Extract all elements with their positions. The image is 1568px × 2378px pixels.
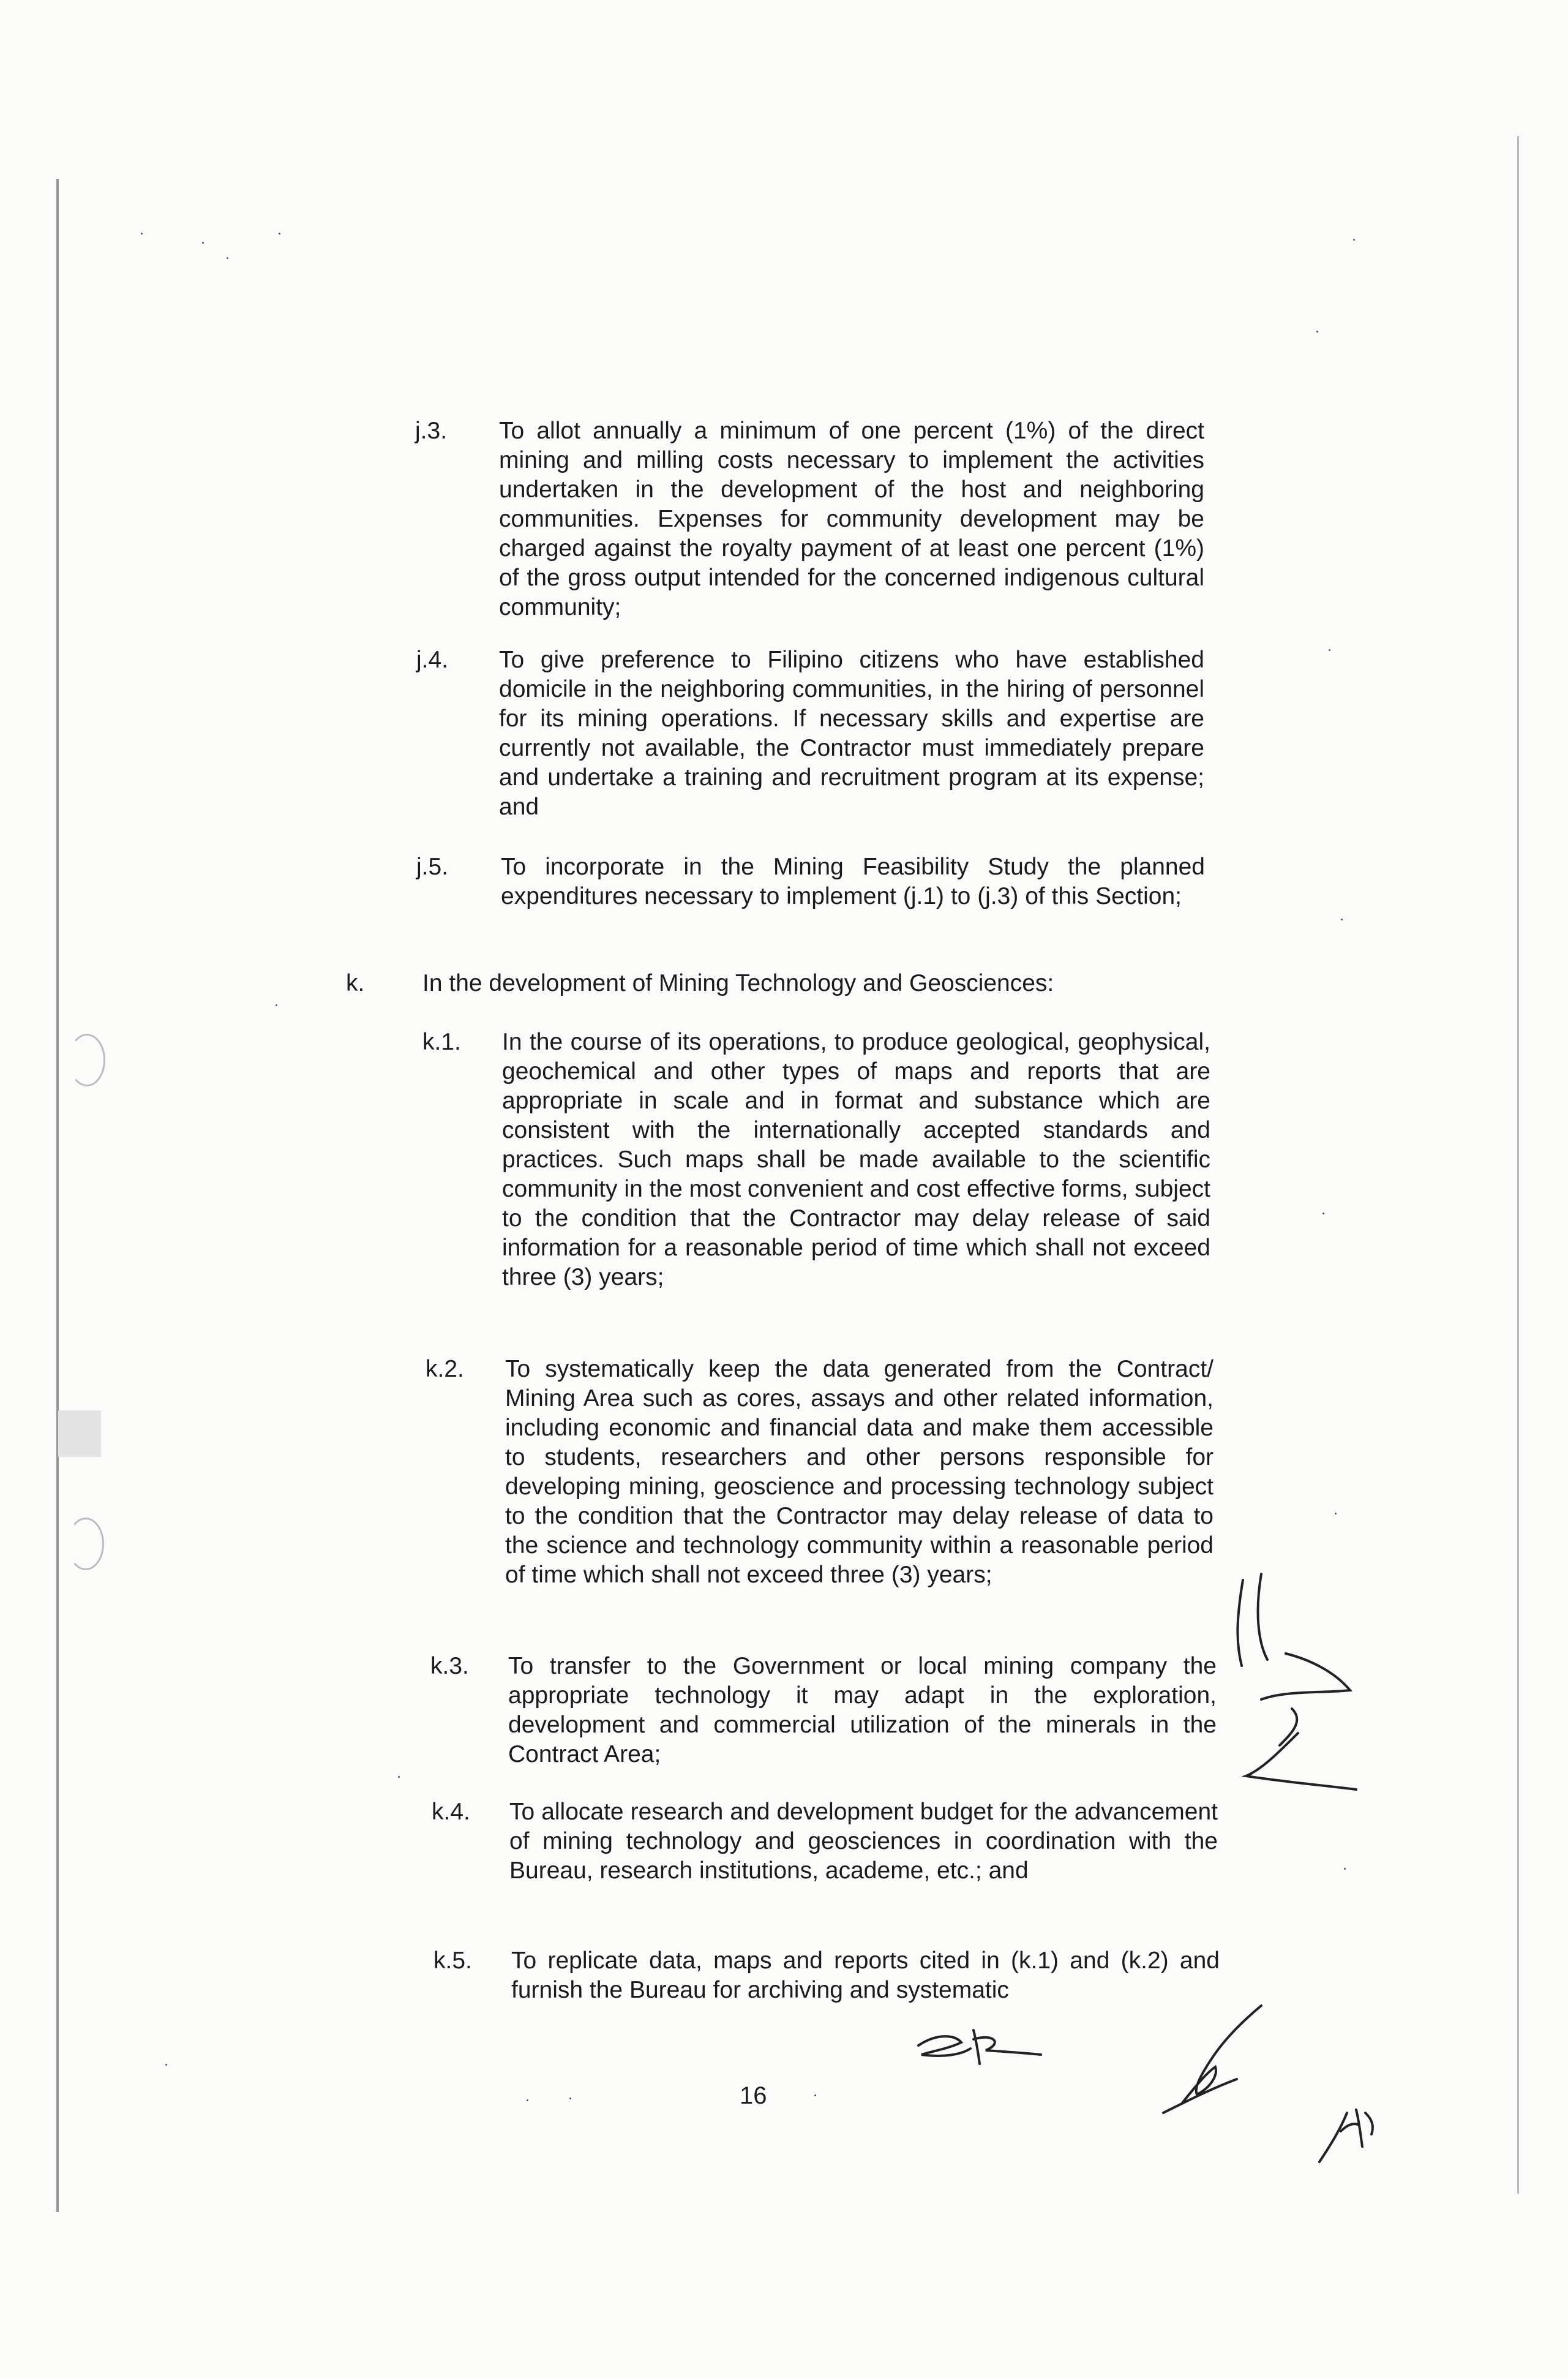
punch-hole-upper [69, 1034, 105, 1086]
section-k5-text: To replicate data, maps and reports cited in (k.1) and (k.2) and furnish the Bureau for archiving and systematic [511, 1947, 1220, 2003]
section-k5-label: k.5. [433, 1947, 472, 1974]
right-margin-line [1517, 136, 1519, 2194]
scan-speck [814, 2094, 816, 2096]
scan-speck [227, 257, 228, 259]
scan-speck [1329, 649, 1330, 651]
initials-signature-center [912, 2021, 1047, 2070]
scan-speck [1344, 1868, 1346, 1870]
section-k-label: k. [346, 970, 365, 996]
section-j4-text: To give preference to Filipino citizens who have established domicile in the neighboring communities, in the hiring of personnel for its mining operations. If necessary skills and expertise are currently not available, the Contractor must immediately prepare and undertake a training and recruitment program at its expense; and [499, 647, 1204, 820]
section-k3-text: To transfer to the Government or local mining company the appropriate technology it may adapt in the exploration, development and commercial utilization of the minerals in the Contract Area; [508, 1653, 1217, 1767]
scan-artifact-band [58, 1410, 101, 1457]
scan-speck [398, 1776, 400, 1778]
scan-speck [141, 233, 143, 235]
scan-speck [202, 242, 204, 244]
section-k3-label: k.3. [430, 1653, 469, 1679]
section-k2-text: To systematically keep the data generated from the Contract/ Mining Area such as cores, assays and other related information, including economic and financial data and make them accessible to students, researchers and other persons responsible for developing mining, geoscience and processing technology subject to the condition that the Contractor may delay release of data to the science and technology community within a reasonable period of time which shall not exceed three (3) years; [505, 1356, 1214, 1588]
initials-signature-corner [1310, 2101, 1384, 2168]
scan-speck [1341, 919, 1343, 920]
section-j3-text: To allot annually a minimum of one percent (1%) of the direct mining and milling costs necessary to implement the activities undertaken in the development of the host and neighboring communities. Expenses for community development may be charged against the royalty payment of at least one percent (1%) of the gross output intended for the concerned indigenous cultural community; [499, 418, 1204, 620]
margin-signature [1218, 1568, 1365, 1800]
punch-hole-lower [67, 1518, 104, 1570]
initials-signature-right [1151, 1996, 1274, 2119]
scan-speck [527, 2099, 528, 2101]
section-j5-text: To incorporate in the Mining Feasibility Study the planned expenditures necessary to implement (j.1) to (j.3) of this Section; [501, 854, 1205, 909]
scan-speck [1335, 1513, 1337, 1514]
section-k2-label: k.2. [426, 1356, 464, 1382]
scan-speck [569, 2098, 571, 2099]
scan-speck [1316, 331, 1318, 333]
section-j5-label: j.5. [416, 854, 449, 880]
scan-speck [1353, 239, 1355, 241]
scan-speck [1322, 1213, 1324, 1214]
section-k4-label: k.4. [432, 1799, 470, 1825]
scan-speck [279, 233, 280, 235]
section-k1-text: In the course of its operations, to produce geological, geophysical, geochemical and other types of maps and reports that are appropriate in scale and in format and substance which are consistent with the internationally accepted standards and practices. Such maps shall be made available to the scientific community in the most convenient and cost effective forms, subject to the condition that the Contractor may delay release of said information for a reasonable period of time which shall not exceed three (3) years; [502, 1029, 1210, 1290]
section-k4-text: To allocate research and development budget for the advancement of mining technology and geosciences in coordination with the Bureau, research institutions, academe, etc.; and [509, 1799, 1218, 1884]
section-k-heading: In the development of Mining Technology and Geosciences: [422, 970, 1054, 996]
section-k1-label: k.1. [422, 1029, 461, 1055]
section-j3-label: j.3. [415, 418, 448, 444]
section-j4-label: j.4. [416, 647, 449, 673]
scan-speck [276, 1004, 277, 1006]
page-number: 16 [740, 2082, 767, 2109]
scan-speck [165, 2064, 167, 2066]
left-margin-line [56, 179, 59, 2212]
